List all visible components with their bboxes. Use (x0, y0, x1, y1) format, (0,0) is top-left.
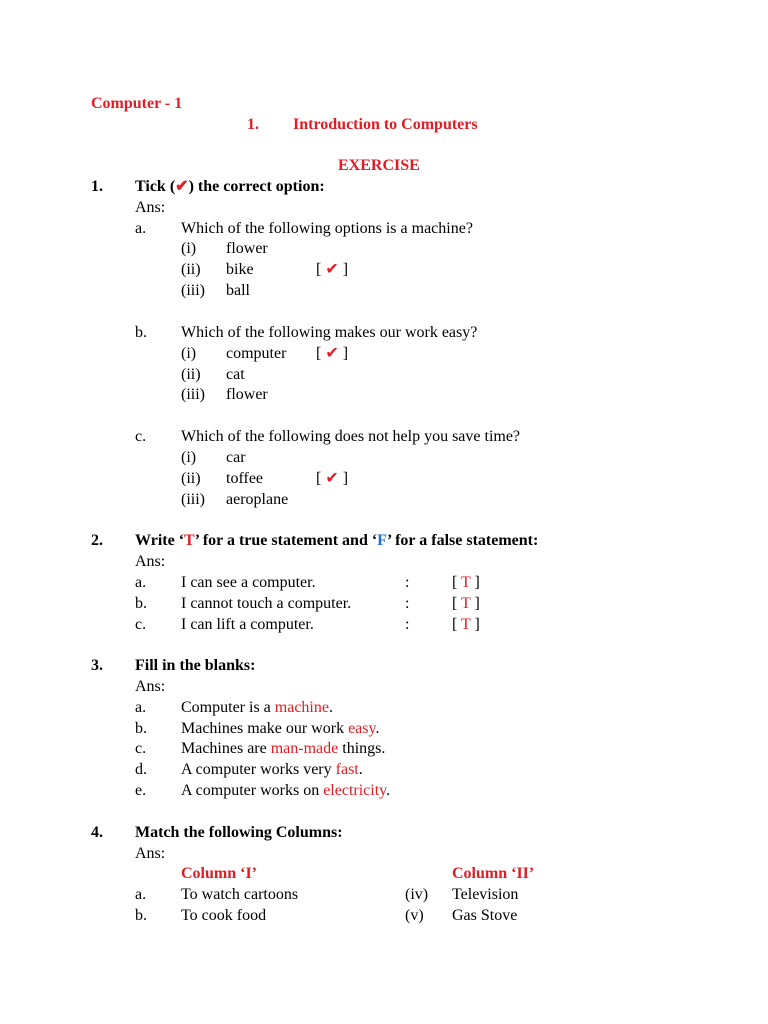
q3-item-row (0, 698, 768, 718)
option-text: bike (226, 261, 254, 278)
q2-ans-label: Ans: (135, 553, 166, 570)
colon: : (405, 574, 410, 591)
answer-bracket: [ T ] (452, 616, 480, 633)
option-text: car (226, 449, 246, 466)
answer-value: T (461, 616, 471, 633)
option-roman: (iii) (181, 282, 205, 299)
q2-number: 2. (91, 532, 103, 549)
tick-icon: ✔ (175, 178, 189, 195)
column-2-header: Column ‘II’ (452, 865, 535, 882)
option-text: toffee (226, 470, 264, 487)
answer-bracket: [ ✔ ] (316, 345, 349, 362)
q1b-question: Which of the following makes our work easy? (181, 324, 478, 341)
tick-icon: ✔ (325, 470, 339, 487)
answer-value: T (461, 595, 471, 612)
tick-icon: ✔ (325, 345, 339, 362)
option-text: aeroplane (226, 491, 289, 508)
answer-value: T (461, 574, 471, 591)
fill-sentence: Computer is a machine. (181, 699, 333, 716)
q3-item-row (0, 781, 768, 801)
fill-sentence: Machines are man-made things. (181, 740, 386, 757)
item-letter: b. (135, 595, 147, 612)
answer-bracket: [ T ] (452, 595, 480, 612)
answer-bracket: [ ✔ ] (316, 470, 349, 487)
match-roman: (v) (405, 907, 424, 924)
option-roman: (i) (181, 345, 197, 362)
fill-answer: machine (274, 699, 329, 716)
item-letter: a. (135, 699, 147, 716)
item-letter: d. (135, 761, 147, 778)
q1c-option-row (0, 448, 768, 468)
subject-heading: Computer - 1 (91, 95, 183, 112)
option-roman: (ii) (181, 366, 201, 383)
q2-title: Write ‘T’ for a true statement and ‘F’ for a false statement: (135, 532, 539, 549)
option-roman: (i) (181, 449, 197, 466)
q1-ans-label: Ans: (135, 199, 166, 216)
match-roman: (iv) (405, 886, 429, 903)
q4-match-row (0, 906, 768, 926)
fill-answer: electricity (323, 782, 387, 799)
q2-item-row (0, 615, 768, 635)
q1a-letter: a. (135, 220, 147, 237)
q1a-option-row (0, 260, 768, 280)
q3-item-row (0, 719, 768, 739)
fill-sentence: A computer works very fast. (181, 761, 363, 778)
column-1-item: To cook food (181, 907, 267, 924)
column-1-item: To watch cartoons (181, 886, 299, 903)
item-letter: b. (135, 720, 147, 737)
option-roman: (i) (181, 240, 197, 257)
q3-ans-label: Ans: (135, 678, 166, 695)
q1b-question-row (0, 323, 768, 343)
option-roman: (iii) (181, 491, 205, 508)
q2-item-row (0, 594, 768, 614)
q1b-option-row (0, 344, 768, 364)
q1-number: 1. (91, 178, 103, 195)
exercise-heading: EXERCISE (338, 157, 420, 174)
q1b-letter: b. (135, 324, 147, 341)
q1a-question: Which of the following options is a machine? (181, 220, 473, 237)
colon: : (405, 595, 410, 612)
q3-item-row (0, 760, 768, 780)
answer-bracket: [ T ] (452, 574, 480, 591)
fill-sentence: Machines make our work easy. (181, 720, 380, 737)
option-text: ball (226, 282, 250, 299)
fill-answer: fast (335, 761, 359, 778)
option-roman: (iii) (181, 386, 205, 403)
q4-match-row (0, 885, 768, 905)
fill-answer: man-made (270, 740, 339, 757)
q4-ans-label: Ans: (135, 845, 166, 862)
option-text: flower (226, 240, 268, 257)
q3-title: Fill in the blanks: (135, 657, 256, 674)
q2-item-row (0, 573, 768, 593)
q1c-option-row (0, 490, 768, 510)
q1c-letter: c. (135, 428, 147, 445)
option-text: cat (226, 366, 245, 383)
chapter-title: Introduction to Computers (293, 116, 478, 133)
q4-header-row (0, 864, 768, 884)
fill-answer: easy (348, 720, 376, 737)
item-letter: e. (135, 782, 147, 799)
q1c-option-row (0, 469, 768, 489)
tick-icon: ✔ (325, 261, 339, 278)
q1c-question-row (0, 427, 768, 447)
q3-number: 3. (91, 657, 103, 674)
statement-text: I cannot touch a computer. (181, 595, 352, 612)
column-2-item: Television (452, 886, 519, 903)
fill-sentence: A computer works on electricity. (181, 782, 391, 799)
item-letter: c. (135, 740, 147, 757)
column-1-header: Column ‘I’ (181, 865, 258, 882)
chapter-number: 1. (247, 116, 259, 133)
answer-bracket: [ ✔ ] (316, 261, 349, 278)
q1c-question: Which of the following does not help you save time? (181, 428, 521, 445)
option-roman: (ii) (181, 470, 201, 487)
item-letter: c. (135, 616, 147, 633)
column-2-item: Gas Stove (452, 907, 518, 924)
q1a-option-row (0, 239, 768, 259)
q4-title: Match the following Columns: (135, 824, 343, 841)
option-text: flower (226, 386, 268, 403)
item-letter: b. (135, 907, 147, 924)
q1a-question-row (0, 219, 768, 239)
q1b-option-row (0, 385, 768, 405)
q3-item-row (0, 739, 768, 759)
item-letter: a. (135, 886, 147, 903)
option-roman: (ii) (181, 261, 201, 278)
item-letter: a. (135, 574, 147, 591)
statement-text: I can lift a computer. (181, 616, 314, 633)
colon: : (405, 616, 410, 633)
q1b-option-row (0, 365, 768, 385)
q1-title: Tick (✔) the correct option: (135, 178, 325, 195)
q1a-option-row (0, 281, 768, 301)
statement-text: I can see a computer. (181, 574, 316, 591)
option-text: computer (226, 345, 287, 362)
q4-number: 4. (91, 824, 103, 841)
